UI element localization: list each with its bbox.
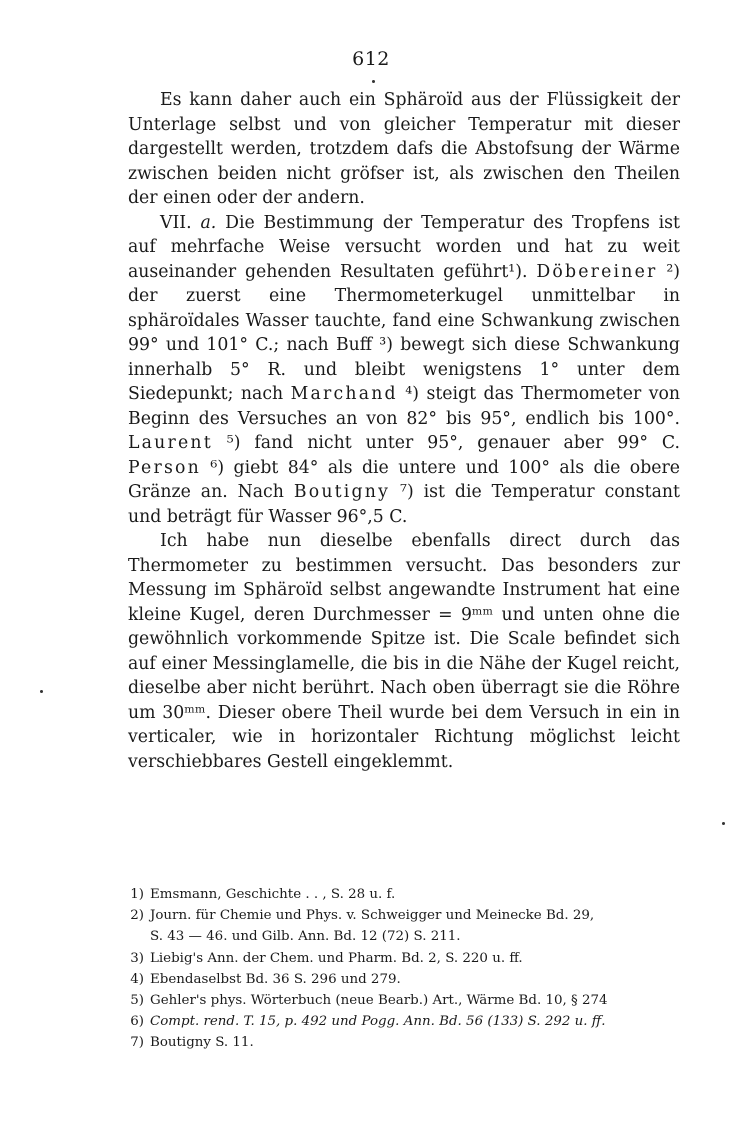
footnote-number: 6): [130, 1014, 144, 1030]
footnote-text: Gehler's phys. Wörterbuch (neue Bearb.) Art., Wärme Bd. 10, § 274: [150, 993, 608, 1009]
footnote-number: 3): [130, 950, 144, 966]
paragraph-2-text: ²) der zuerst eine Thermometerkugel unmittelbar in sphäroïdales Wasser tauchte, fand eine Schwankung zwischen 99° und 101° C.; nach: [128, 261, 680, 355]
footnote: [118, 1011, 688, 1032]
footnote: [118, 990, 688, 1011]
footnote: [118, 1032, 688, 1053]
footnote-text: Journ. für Chemie und Phys. v. Schweigger und Meinecke Bd. 29,: [150, 908, 595, 924]
paragraph-1-text: Es kann daher auch ein Sphäroïd aus der Flüssigkeit der Unterlage selbst und von gleicher Temperatur mit dieser dargestellt werden, trotzdem dafs die Abstofsung der Wärme zwischen beiden nicht gröfser ist, als zwischen den Theilen der einen oder der andern.: [128, 90, 680, 208]
paragraph-3-text: Ich habe nun dieselbe ebenfalls direct durch das Thermometer zu bestimmen versucht. Das besonders zur Messung im Sphäroïd selbst angewandte Instrument hat eine kleine Kugel, deren Durchmesser = 9ᵐᵐ und unten ohne die gewöhnlich vorkommende Spitze ist. Die Scale befindet sich auf einer Messinglamelle, die bis in die Nähe der Kugel reicht, dieselbe aber nicht berührt. Nach oben überragt sie die Röhre um 30ᵐᵐ. Dieser obere Theil wurde bei dem Versuch in ein in verticaler, wie in horizontaler Richtung möglichst leicht verschiebbares Gestell eingeklemmt.: [128, 531, 680, 772]
footnote-number: 2): [130, 908, 144, 924]
footnote: [118, 905, 688, 926]
footnote-number: 5): [130, 993, 144, 1009]
footnote-number: 4): [130, 971, 144, 987]
author-doebereiner: Döbereiner: [536, 261, 658, 282]
author-person: Person: [128, 457, 201, 478]
author-laurent: Laurent: [128, 433, 213, 453]
paragraph-2-text: ³) bewegt sich diese Schwankung innerhalb 5° R. und bleibt wenigstens 1° unter dem Siedepunkt; nach: [128, 335, 680, 404]
footnote-number: 7): [130, 1035, 144, 1051]
footnotes: [118, 884, 688, 1054]
footnote-text: Boutigny S. 11.: [150, 1035, 254, 1051]
footnote-number: 1): [130, 887, 144, 902]
paragraph-1: [128, 88, 680, 211]
paragraph-2-text: ⁵) fand nicht unter 95°, genauer aber 99° C.: [212, 433, 680, 453]
paragraph-2-text: ⁶) giebt 84° als die untere und 100° als die obere Gränze an. Nach: [128, 457, 680, 502]
footnote-text: Emsmann, Geschichte . . , S. 28 u. f.: [150, 887, 396, 902]
author-marchand: Marchand: [290, 384, 398, 404]
page-number: 612: [352, 48, 390, 70]
print-speck: [722, 822, 725, 825]
footnote: [118, 948, 688, 969]
footnote-text: Liebig's Ann. der Chem. und Pharm. Bd. 2, S. 220 u. ff.: [150, 950, 523, 966]
paragraph-2: [128, 211, 680, 530]
footnote-text: S. 43 — 46. und Gilb. Ann. Bd. 12 (72) S. 211.: [150, 929, 461, 945]
paragraph-2-text: ⁴) steigt das Thermometer von Beginn des Versuches an von 82° bis 95°, endlich bis 100°.: [128, 384, 680, 429]
section-sublabel: a.: [200, 212, 217, 233]
footnote-continuation: [118, 926, 688, 947]
author-buff: Buff: [335, 335, 373, 355]
print-speck: [372, 80, 375, 83]
print-speck: [40, 690, 43, 693]
footnote: [118, 969, 688, 990]
footnote-text: Ebendaselbst Bd. 36 S. 296 und 279.: [150, 971, 401, 987]
paragraph-2-text: ⁷) ist die Temperatur constant und beträgt für Wasser 96°,5 C.: [128, 482, 680, 527]
body-text: [128, 88, 680, 774]
author-boutigny: Boutigny: [293, 482, 391, 502]
section-label: VII.: [160, 212, 201, 233]
footnote-text: Compt. rend. T. 15, p. 492 und Pogg. Ann. Bd. 56 (133) S. 292 u. ff.: [150, 1014, 606, 1030]
footnote: [118, 884, 688, 905]
paragraph-2-text: Die Bestimmung der Temperatur des Tropfens ist auf mehrfache Weise versucht worden und hat zu weit auseinander gehenden Resultaten geführt¹).: [128, 212, 680, 282]
paragraph-3: [128, 529, 680, 774]
